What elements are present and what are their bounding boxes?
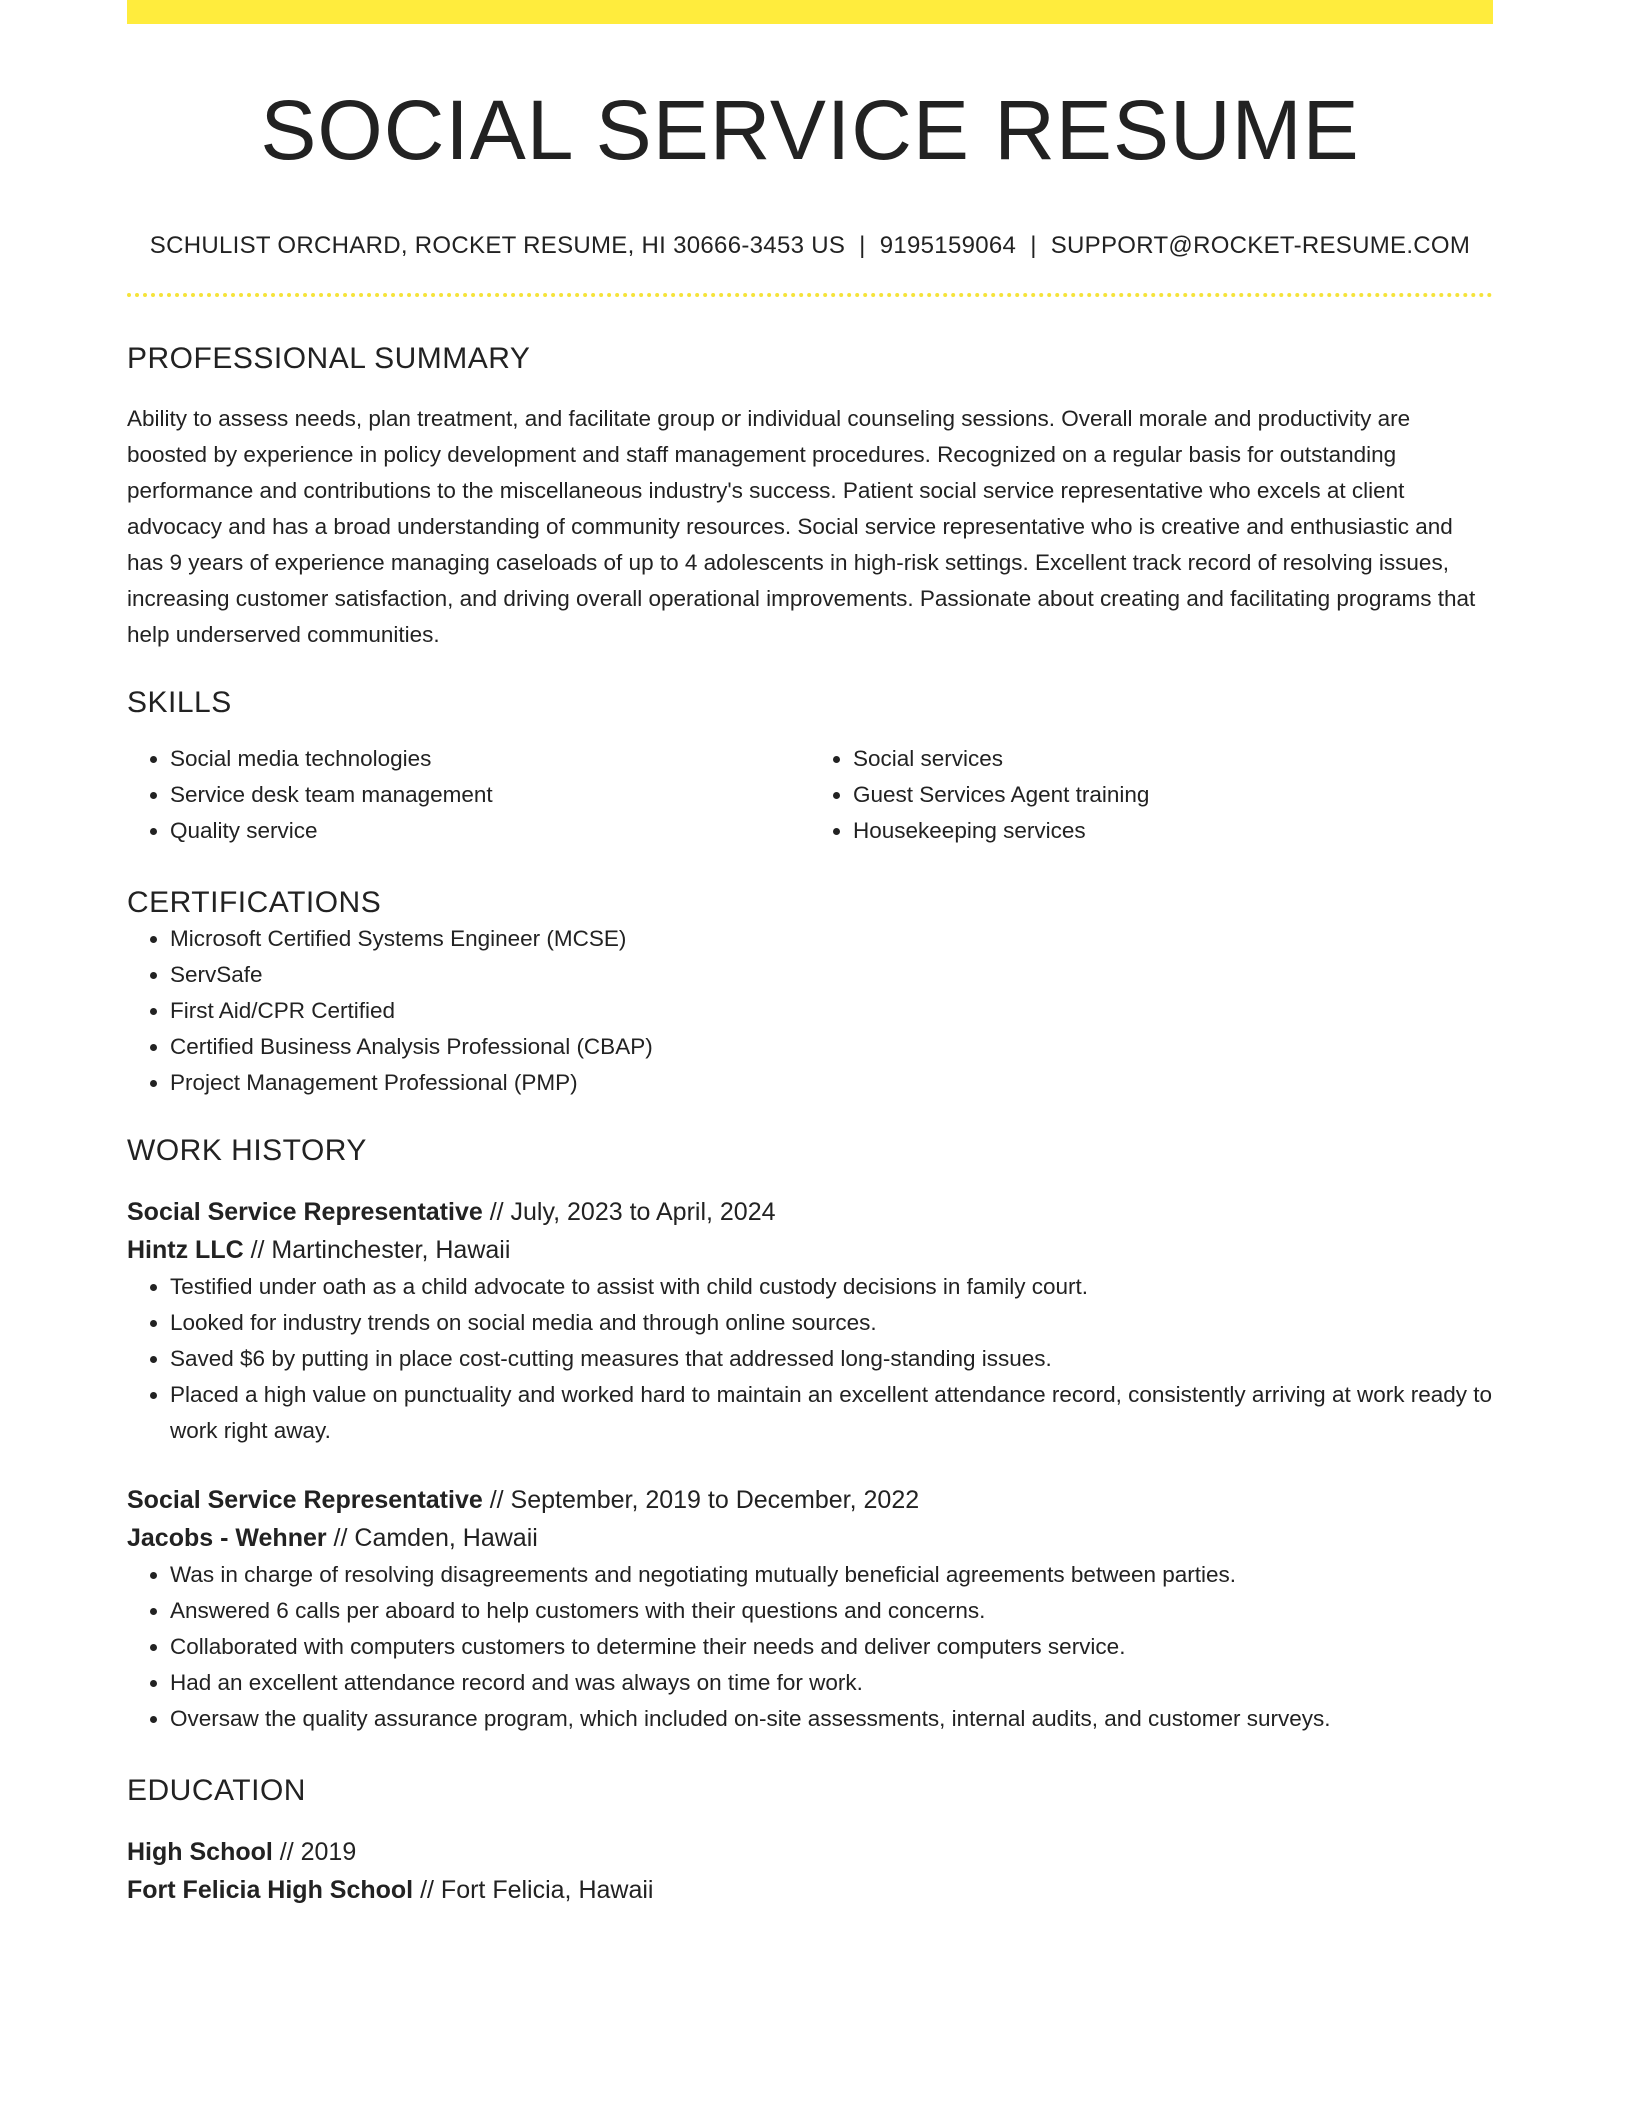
job-title: Social Service Representative: [127, 1486, 483, 1515]
certification-item: • Microsoft Certified Systems Engineer (MCSE): [170, 921, 1493, 957]
contact-separator: |: [859, 232, 866, 260]
education-school-line: [127, 1871, 1493, 1909]
contact-phone: 9195159064: [879, 232, 1017, 260]
job-entry: [127, 1193, 1493, 1449]
certifications-list: [127, 921, 1493, 1101]
job-company-line: [127, 1519, 1493, 1557]
job-bullet: • Was in charge of resolving disagreements and negotiating mutually beneficial agreements between parties.: [170, 1557, 1493, 1593]
job-bullet: • Had an excellent attendance record and was always on time for work.: [170, 1665, 1493, 1701]
contact-email: SUPPORT@ROCKET-RESUME.COM: [1050, 232, 1471, 260]
work-history-heading: WORK HISTORY: [127, 1134, 367, 1168]
certification-item: • Certified Business Analysis Professional (CBAP): [170, 1029, 1493, 1065]
skill-item: • Service desk team management: [170, 777, 810, 813]
job-bullet: • Oversaw the quality assurance program, which included on-site assessments, internal audits, and customer surveys.: [170, 1701, 1493, 1737]
summary-text: Ability to assess needs, plan treatment, and facilitate group or individual counseling sessions. Overall morale and productivity are boosted by experience in policy development and staff management procedures. Recognized on a regular basis for outstanding performance and contributions to the miscellaneous industry's success. Patient social service representative who excels at client advocacy and has a broad understanding of community resources. Social service representative who is creative and enthusiastic and has 9 years of experience managing caseloads of up to 4 adolescents in high-risk settings. Excellent track record of resolving issues, increasing customer satisfaction, and driving overall operational improvements. Passionate about creating and facilitating programs that help underserved communities.: [127, 406, 1476, 648]
summary-heading: PROFESSIONAL SUMMARY: [127, 342, 531, 376]
resume-page: [127, 0, 1493, 1909]
accent-bar: [127, 0, 1493, 24]
skills-grid: [127, 741, 1493, 849]
education-year: // 2019: [272, 1838, 357, 1867]
certification-item: • Project Management Professional (PMP): [170, 1065, 1493, 1101]
skill-item: • Guest Services Agent training: [853, 777, 1493, 813]
resume-title: SOCIAL SERVICE RESUME: [260, 83, 1360, 177]
job-dates: // September, 2019 to December, 2022: [482, 1486, 920, 1515]
job-bullets: [127, 1269, 1493, 1449]
job-bullet: • Answered 6 calls per aboard to help customers with their questions and concerns.: [170, 1593, 1493, 1629]
job-title: Social Service Representative: [127, 1198, 483, 1227]
education-heading: EDUCATION: [127, 1774, 306, 1808]
skill-item: • Housekeeping services: [853, 813, 1493, 849]
contact-separator: |: [1030, 232, 1037, 260]
skills-list-left: [127, 741, 810, 849]
job-bullet: • Looked for industry trends on social media and through online sources.: [170, 1305, 1493, 1341]
education-location: // Fort Felicia, Hawaii: [413, 1876, 654, 1905]
job-title-line: [127, 1481, 1493, 1519]
job-bullet: • Collaborated with computers customers to determine their needs and deliver computers service.: [170, 1629, 1493, 1665]
job-entry: [127, 1481, 1493, 1737]
job-bullet: • Placed a high value on punctuality and worked hard to maintain an excellent attendance record, consistently arriving at work ready to work right away.: [170, 1377, 1493, 1449]
certification-item: • First Aid/CPR Certified: [170, 993, 1493, 1029]
certifications-heading: CERTIFICATIONS: [127, 886, 382, 920]
job-company-line: [127, 1231, 1493, 1269]
job-bullet: • Testified under oath as a child advocate to assist with child custody decisions in family court.: [170, 1269, 1493, 1305]
certification-item: • ServSafe: [170, 957, 1493, 993]
education-degree-line: [127, 1833, 1493, 1871]
education-school: Fort Felicia High School: [127, 1876, 414, 1905]
job-bullet: • Saved $6 by putting in place cost-cutting measures that addressed long-standing issues.: [170, 1341, 1493, 1377]
contact-line: [127, 232, 1493, 261]
job-company: Hintz LLC: [127, 1236, 244, 1265]
skill-item: • Social media technologies: [170, 741, 810, 777]
job-title-line: [127, 1193, 1493, 1231]
skills-column-left: [127, 741, 810, 849]
header-divider: [127, 293, 1493, 297]
skills-list-right: [810, 741, 1493, 849]
job-location: // Martinchester, Hawaii: [243, 1236, 511, 1265]
skill-item: • Quality service: [170, 813, 810, 849]
job-dates: // July, 2023 to April, 2024: [482, 1198, 776, 1227]
job-location: // Camden, Hawaii: [326, 1524, 538, 1553]
skills-heading: SKILLS: [127, 686, 232, 720]
skill-item: • Social services: [853, 741, 1493, 777]
education-degree: High School: [127, 1838, 273, 1867]
job-bullets: [127, 1557, 1493, 1737]
contact-address: SCHULIST ORCHARD, ROCKET RESUME, HI 30666-3453 US: [149, 232, 846, 260]
job-company: Jacobs - Wehner: [127, 1524, 327, 1553]
skills-column-right: [810, 741, 1493, 849]
